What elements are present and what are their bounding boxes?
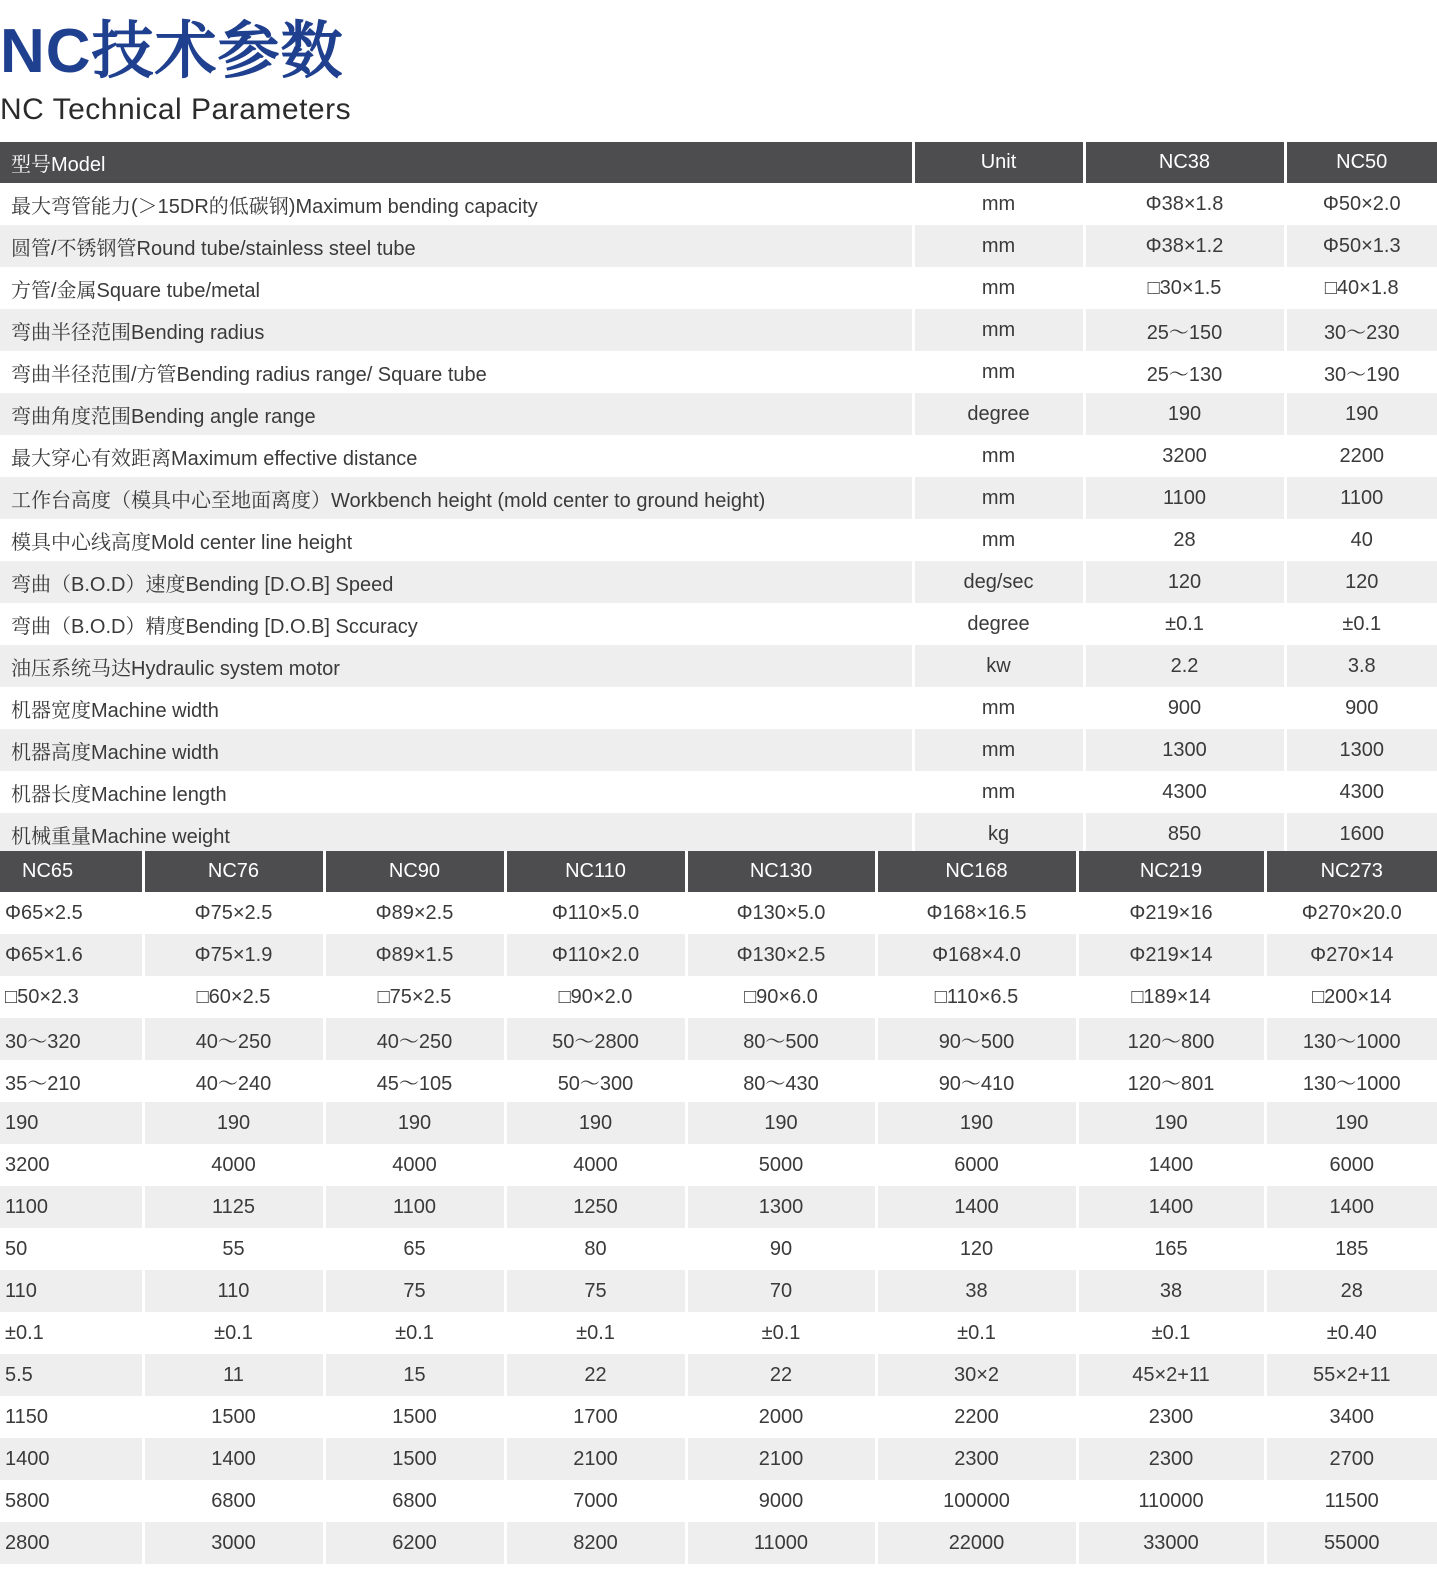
table-cell: 30～190	[1285, 351, 1437, 393]
table-cell: 2300	[1077, 1396, 1265, 1438]
table-cell: 70	[686, 1270, 876, 1312]
table-cell: 9000	[686, 1480, 876, 1522]
column-header: NC273	[1265, 851, 1437, 892]
table-cell: ±0.1	[876, 1312, 1077, 1354]
table-row	[0, 645, 1437, 687]
table-cell: 50～2800	[505, 1018, 686, 1060]
parameter-label-cell: 最大弯管能力(＞15DR的低碳钢)Maximum bending capacity	[0, 183, 913, 225]
table-cell: 40～250	[143, 1018, 324, 1060]
table-cell: 22000	[876, 1522, 1077, 1564]
table-cell: 120	[876, 1228, 1077, 1270]
table-cell: 190	[143, 1102, 324, 1144]
table-cell: □189×14	[1077, 976, 1265, 1018]
column-header: Unit	[913, 142, 1084, 183]
table-row	[0, 183, 1437, 225]
table-cell: 45×2+11	[1077, 1354, 1265, 1396]
table-cell: 28	[1265, 1270, 1437, 1312]
column-header: 型号Model	[0, 142, 913, 183]
table-row	[0, 1354, 1437, 1396]
table-cell: 4300	[1084, 771, 1285, 813]
table-cell: mm	[913, 519, 1084, 561]
table-cell: 130～1000	[1265, 1018, 1437, 1060]
table-cell: 165	[1077, 1228, 1265, 1270]
table-cell: 1300	[686, 1186, 876, 1228]
table-cell: 40～250	[324, 1018, 505, 1060]
table-row	[0, 687, 1437, 729]
parameter-label-cell: 弯曲（B.O.D）精度Bending [D.O.B] Sccuracy	[0, 603, 913, 645]
table-cell: 1500	[324, 1396, 505, 1438]
table-cell: 1300	[1084, 729, 1285, 771]
table-cell: Φ219×14	[1077, 934, 1265, 976]
table-row	[0, 1144, 1437, 1186]
table-cell: □60×2.5	[143, 976, 324, 1018]
table-cell: 190	[1084, 393, 1285, 435]
table-cell: mm	[913, 351, 1084, 393]
table-row	[0, 771, 1437, 813]
table-cell: 1400	[1265, 1186, 1437, 1228]
table-cell: 6800	[324, 1480, 505, 1522]
table-cell: 120～801	[1077, 1060, 1265, 1102]
table-cell: 30～230	[1285, 309, 1437, 351]
table-row	[0, 309, 1437, 351]
table-cell: 4000	[324, 1144, 505, 1186]
table-row	[0, 1228, 1437, 1270]
table-row	[0, 1312, 1437, 1354]
table-cell: Φ65×2.5	[0, 892, 143, 934]
table-cell: mm	[913, 729, 1084, 771]
table-cell: 190	[876, 1102, 1077, 1144]
table-cell: 15	[324, 1354, 505, 1396]
table-cell: mm	[913, 267, 1084, 309]
table-row	[0, 1396, 1437, 1438]
table-cell: Φ89×2.5	[324, 892, 505, 934]
table-cell: 100000	[876, 1480, 1077, 1522]
table-row	[0, 976, 1437, 1018]
table-cell: Φ50×1.3	[1285, 225, 1437, 267]
table-header-row	[0, 851, 1437, 892]
table-cell: 190	[1285, 393, 1437, 435]
table-cell: 6200	[324, 1522, 505, 1564]
parameter-label-cell: 弯曲半径范围Bending radius	[0, 309, 913, 351]
table-cell: 30～320	[0, 1018, 143, 1060]
table-cell: 22	[505, 1354, 686, 1396]
table-cell: 120	[1285, 561, 1437, 603]
table-row	[0, 603, 1437, 645]
table-cell: 11	[143, 1354, 324, 1396]
table-cell: 55×2+11	[1265, 1354, 1437, 1396]
table-cell: 38	[876, 1270, 1077, 1312]
table-cell: deg/sec	[913, 561, 1084, 603]
table-cell: 3000	[143, 1522, 324, 1564]
table-cell: 110	[143, 1270, 324, 1312]
parameters-table-models	[0, 851, 1437, 1564]
table-cell: □90×6.0	[686, 976, 876, 1018]
table-cell: 2800	[0, 1522, 143, 1564]
table-cell: Φ110×2.0	[505, 934, 686, 976]
table-cell: 38	[1077, 1270, 1265, 1312]
table-cell: 190	[1077, 1102, 1265, 1144]
table-cell: □90×2.0	[505, 976, 686, 1018]
parameter-label-cell: 圆管/不锈钢管Round tube/stainless steel tube	[0, 225, 913, 267]
table-row	[0, 1060, 1437, 1102]
table-cell: 4000	[143, 1144, 324, 1186]
table-header-row	[0, 142, 1437, 183]
table-row	[0, 1018, 1437, 1060]
table-cell: Φ38×1.8	[1084, 183, 1285, 225]
table-row	[0, 1480, 1437, 1522]
table-cell: Φ38×1.2	[1084, 225, 1285, 267]
table-cell: 45～105	[324, 1060, 505, 1102]
table-row	[0, 1270, 1437, 1312]
table-cell: 190	[1265, 1102, 1437, 1144]
table-cell: 1600	[1285, 813, 1437, 855]
column-header: NC130	[686, 851, 876, 892]
column-header: NC110	[505, 851, 686, 892]
table-cell: 90～410	[876, 1060, 1077, 1102]
table-cell: 8200	[505, 1522, 686, 1564]
table-cell: 6000	[876, 1144, 1077, 1186]
column-header: NC219	[1077, 851, 1265, 892]
parameter-label-cell: 方管/金属Square tube/metal	[0, 267, 913, 309]
table-cell: 1700	[505, 1396, 686, 1438]
table-cell: mm	[913, 309, 1084, 351]
table-cell: 1400	[1077, 1144, 1265, 1186]
table-cell: 190	[0, 1102, 143, 1144]
table-cell: 1400	[0, 1438, 143, 1480]
table-cell: Φ75×2.5	[143, 892, 324, 934]
table-cell: ±0.1	[505, 1312, 686, 1354]
table-cell: 1250	[505, 1186, 686, 1228]
table-cell: 3200	[0, 1144, 143, 1186]
table-cell: □50×2.3	[0, 976, 143, 1018]
table-cell: 1400	[143, 1438, 324, 1480]
table-cell: mm	[913, 183, 1084, 225]
table-row	[0, 351, 1437, 393]
table-cell: 11500	[1265, 1480, 1437, 1522]
table-cell: 40	[1285, 519, 1437, 561]
table-row	[0, 1438, 1437, 1480]
table-cell: 1100	[0, 1186, 143, 1228]
table-cell: Φ270×20.0	[1265, 892, 1437, 934]
table-cell: Φ75×1.9	[143, 934, 324, 976]
table-row	[0, 1186, 1437, 1228]
table-cell: 850	[1084, 813, 1285, 855]
table-cell: 55000	[1265, 1522, 1437, 1564]
table-row	[0, 892, 1437, 934]
table-cell: 4000	[505, 1144, 686, 1186]
table-cell: 120～800	[1077, 1018, 1265, 1060]
table-cell: 130～1000	[1265, 1060, 1437, 1102]
table-row	[0, 934, 1437, 976]
parameter-label-cell: 弯曲（B.O.D）速度Bending [D.O.B] Speed	[0, 561, 913, 603]
table-cell: 6000	[1265, 1144, 1437, 1186]
table-cell: ±0.1	[1077, 1312, 1265, 1354]
table-cell: 3200	[1084, 435, 1285, 477]
table-cell: 25～150	[1084, 309, 1285, 351]
table-row	[0, 267, 1437, 309]
table-row	[0, 477, 1437, 519]
table-cell: 2300	[876, 1438, 1077, 1480]
table-cell: ±0.1	[324, 1312, 505, 1354]
table-cell: 900	[1084, 687, 1285, 729]
parameter-label-cell: 弯曲半径范围/方管Bending radius range/ Square tube	[0, 351, 913, 393]
table-cell: 2100	[505, 1438, 686, 1480]
column-header: NC50	[1285, 142, 1437, 183]
table-cell: 5000	[686, 1144, 876, 1186]
table-cell: kg	[913, 813, 1084, 855]
table-cell: 2200	[876, 1396, 1077, 1438]
table-cell: 6800	[143, 1480, 324, 1522]
table-row	[0, 1522, 1437, 1564]
parameter-label-cell: 模具中心线高度Mold center line height	[0, 519, 913, 561]
table-cell: Φ168×16.5	[876, 892, 1077, 934]
table-row	[0, 393, 1437, 435]
table-cell: 1125	[143, 1186, 324, 1228]
parameters-table-primary	[0, 142, 1437, 855]
parameter-label-cell: 机器宽度Machine width	[0, 687, 913, 729]
table-row	[0, 435, 1437, 477]
table-cell: Φ65×1.6	[0, 934, 143, 976]
table-cell: Φ130×2.5	[686, 934, 876, 976]
table-row	[0, 1102, 1437, 1144]
table-cell: 190	[505, 1102, 686, 1144]
table-cell: Φ130×5.0	[686, 892, 876, 934]
table-cell: 80	[505, 1228, 686, 1270]
column-header: NC90	[324, 851, 505, 892]
table-cell: ±0.1	[1084, 603, 1285, 645]
table-cell: ±0.1	[143, 1312, 324, 1354]
table-row	[0, 519, 1437, 561]
table-cell: 33000	[1077, 1522, 1265, 1564]
table-cell: 50	[0, 1228, 143, 1270]
table-cell: 3400	[1265, 1396, 1437, 1438]
parameter-label-cell: 机械重量Machine weight	[0, 813, 913, 855]
parameter-label-cell: 弯曲角度范围Bending angle range	[0, 393, 913, 435]
table-cell: 55	[143, 1228, 324, 1270]
table-cell: □200×14	[1265, 976, 1437, 1018]
table-cell: 190	[324, 1102, 505, 1144]
table-cell: 1100	[1084, 477, 1285, 519]
table-cell: 75	[505, 1270, 686, 1312]
table-cell: 2200	[1285, 435, 1437, 477]
table-cell: 2700	[1265, 1438, 1437, 1480]
table-cell: degree	[913, 603, 1084, 645]
table-cell: 185	[1265, 1228, 1437, 1270]
table-cell: ±0.1	[1285, 603, 1437, 645]
table-cell: □110×6.5	[876, 976, 1077, 1018]
table-cell: mm	[913, 771, 1084, 813]
table-cell: 28	[1084, 519, 1285, 561]
table-cell: mm	[913, 225, 1084, 267]
table-cell: degree	[913, 393, 1084, 435]
parameter-label-cell: 机器长度Machine length	[0, 771, 913, 813]
table-cell: 90～500	[876, 1018, 1077, 1060]
table-cell: 4300	[1285, 771, 1437, 813]
table-row	[0, 729, 1437, 771]
table-cell: 11000	[686, 1522, 876, 1564]
table-cell: 1150	[0, 1396, 143, 1438]
table-cell: Φ89×1.5	[324, 934, 505, 976]
table-cell: 75	[324, 1270, 505, 1312]
table-cell: □75×2.5	[324, 976, 505, 1018]
table-cell: 2.2	[1084, 645, 1285, 687]
table-cell: 2100	[686, 1438, 876, 1480]
table-cell: 35～210	[0, 1060, 143, 1102]
table-cell: Φ219×16	[1077, 892, 1265, 934]
table-cell: 80～500	[686, 1018, 876, 1060]
table-cell: 3.8	[1285, 645, 1437, 687]
column-header: NC76	[143, 851, 324, 892]
parameter-label-cell: 机器高度Machine width	[0, 729, 913, 771]
table-cell: 900	[1285, 687, 1437, 729]
column-header: NC65	[0, 851, 143, 892]
table-cell: Φ168×4.0	[876, 934, 1077, 976]
table-cell: 1400	[1077, 1186, 1265, 1228]
table-cell: mm	[913, 687, 1084, 729]
table-cell: 1100	[324, 1186, 505, 1228]
table-cell: mm	[913, 435, 1084, 477]
table-row	[0, 225, 1437, 267]
page-title-chinese: NC技术参数	[0, 17, 344, 86]
table-cell: 65	[324, 1228, 505, 1270]
table-cell: 80～430	[686, 1060, 876, 1102]
table-cell: 190	[686, 1102, 876, 1144]
table-cell: 40～240	[143, 1060, 324, 1102]
table-cell: ±0.40	[1265, 1312, 1437, 1354]
page-title-english: NC Technical Parameters	[0, 93, 352, 126]
table-cell: ±0.1	[0, 1312, 143, 1354]
table-cell: 110	[0, 1270, 143, 1312]
table-cell: mm	[913, 477, 1084, 519]
table-cell: 1500	[143, 1396, 324, 1438]
parameter-label-cell: 油压系统马达Hydraulic system motor	[0, 645, 913, 687]
parameter-label-cell: 最大穿心有效距离Maximum effective distance	[0, 435, 913, 477]
table-row	[0, 813, 1437, 855]
column-header: NC38	[1084, 142, 1285, 183]
table-cell: Φ110×5.0	[505, 892, 686, 934]
table-row	[0, 561, 1437, 603]
table-cell: 25～130	[1084, 351, 1285, 393]
table-cell: 120	[1084, 561, 1285, 603]
table-cell: Φ50×2.0	[1285, 183, 1437, 225]
table-cell: 7000	[505, 1480, 686, 1522]
table-cell: Φ270×14	[1265, 934, 1437, 976]
table-cell: 22	[686, 1354, 876, 1396]
table-cell: 110000	[1077, 1480, 1265, 1522]
table-cell: 1500	[324, 1438, 505, 1480]
table-cell: 5.5	[0, 1354, 143, 1396]
table-cell: □40×1.8	[1285, 267, 1437, 309]
table-cell: 1100	[1285, 477, 1437, 519]
table-cell: 50～300	[505, 1060, 686, 1102]
table-cell: 2300	[1077, 1438, 1265, 1480]
column-header: NC168	[876, 851, 1077, 892]
table-cell: kw	[913, 645, 1084, 687]
table-cell: 1300	[1285, 729, 1437, 771]
parameter-label-cell: 工作台高度（模具中心至地面离度）Workbench height (mold center to ground height)	[0, 477, 913, 519]
table-cell: 1400	[876, 1186, 1077, 1228]
table-cell: ±0.1	[686, 1312, 876, 1354]
table-cell: □30×1.5	[1084, 267, 1285, 309]
table-cell: 90	[686, 1228, 876, 1270]
table-cell: 5800	[0, 1480, 143, 1522]
table-cell: 30×2	[876, 1354, 1077, 1396]
table-cell: 2000	[686, 1396, 876, 1438]
